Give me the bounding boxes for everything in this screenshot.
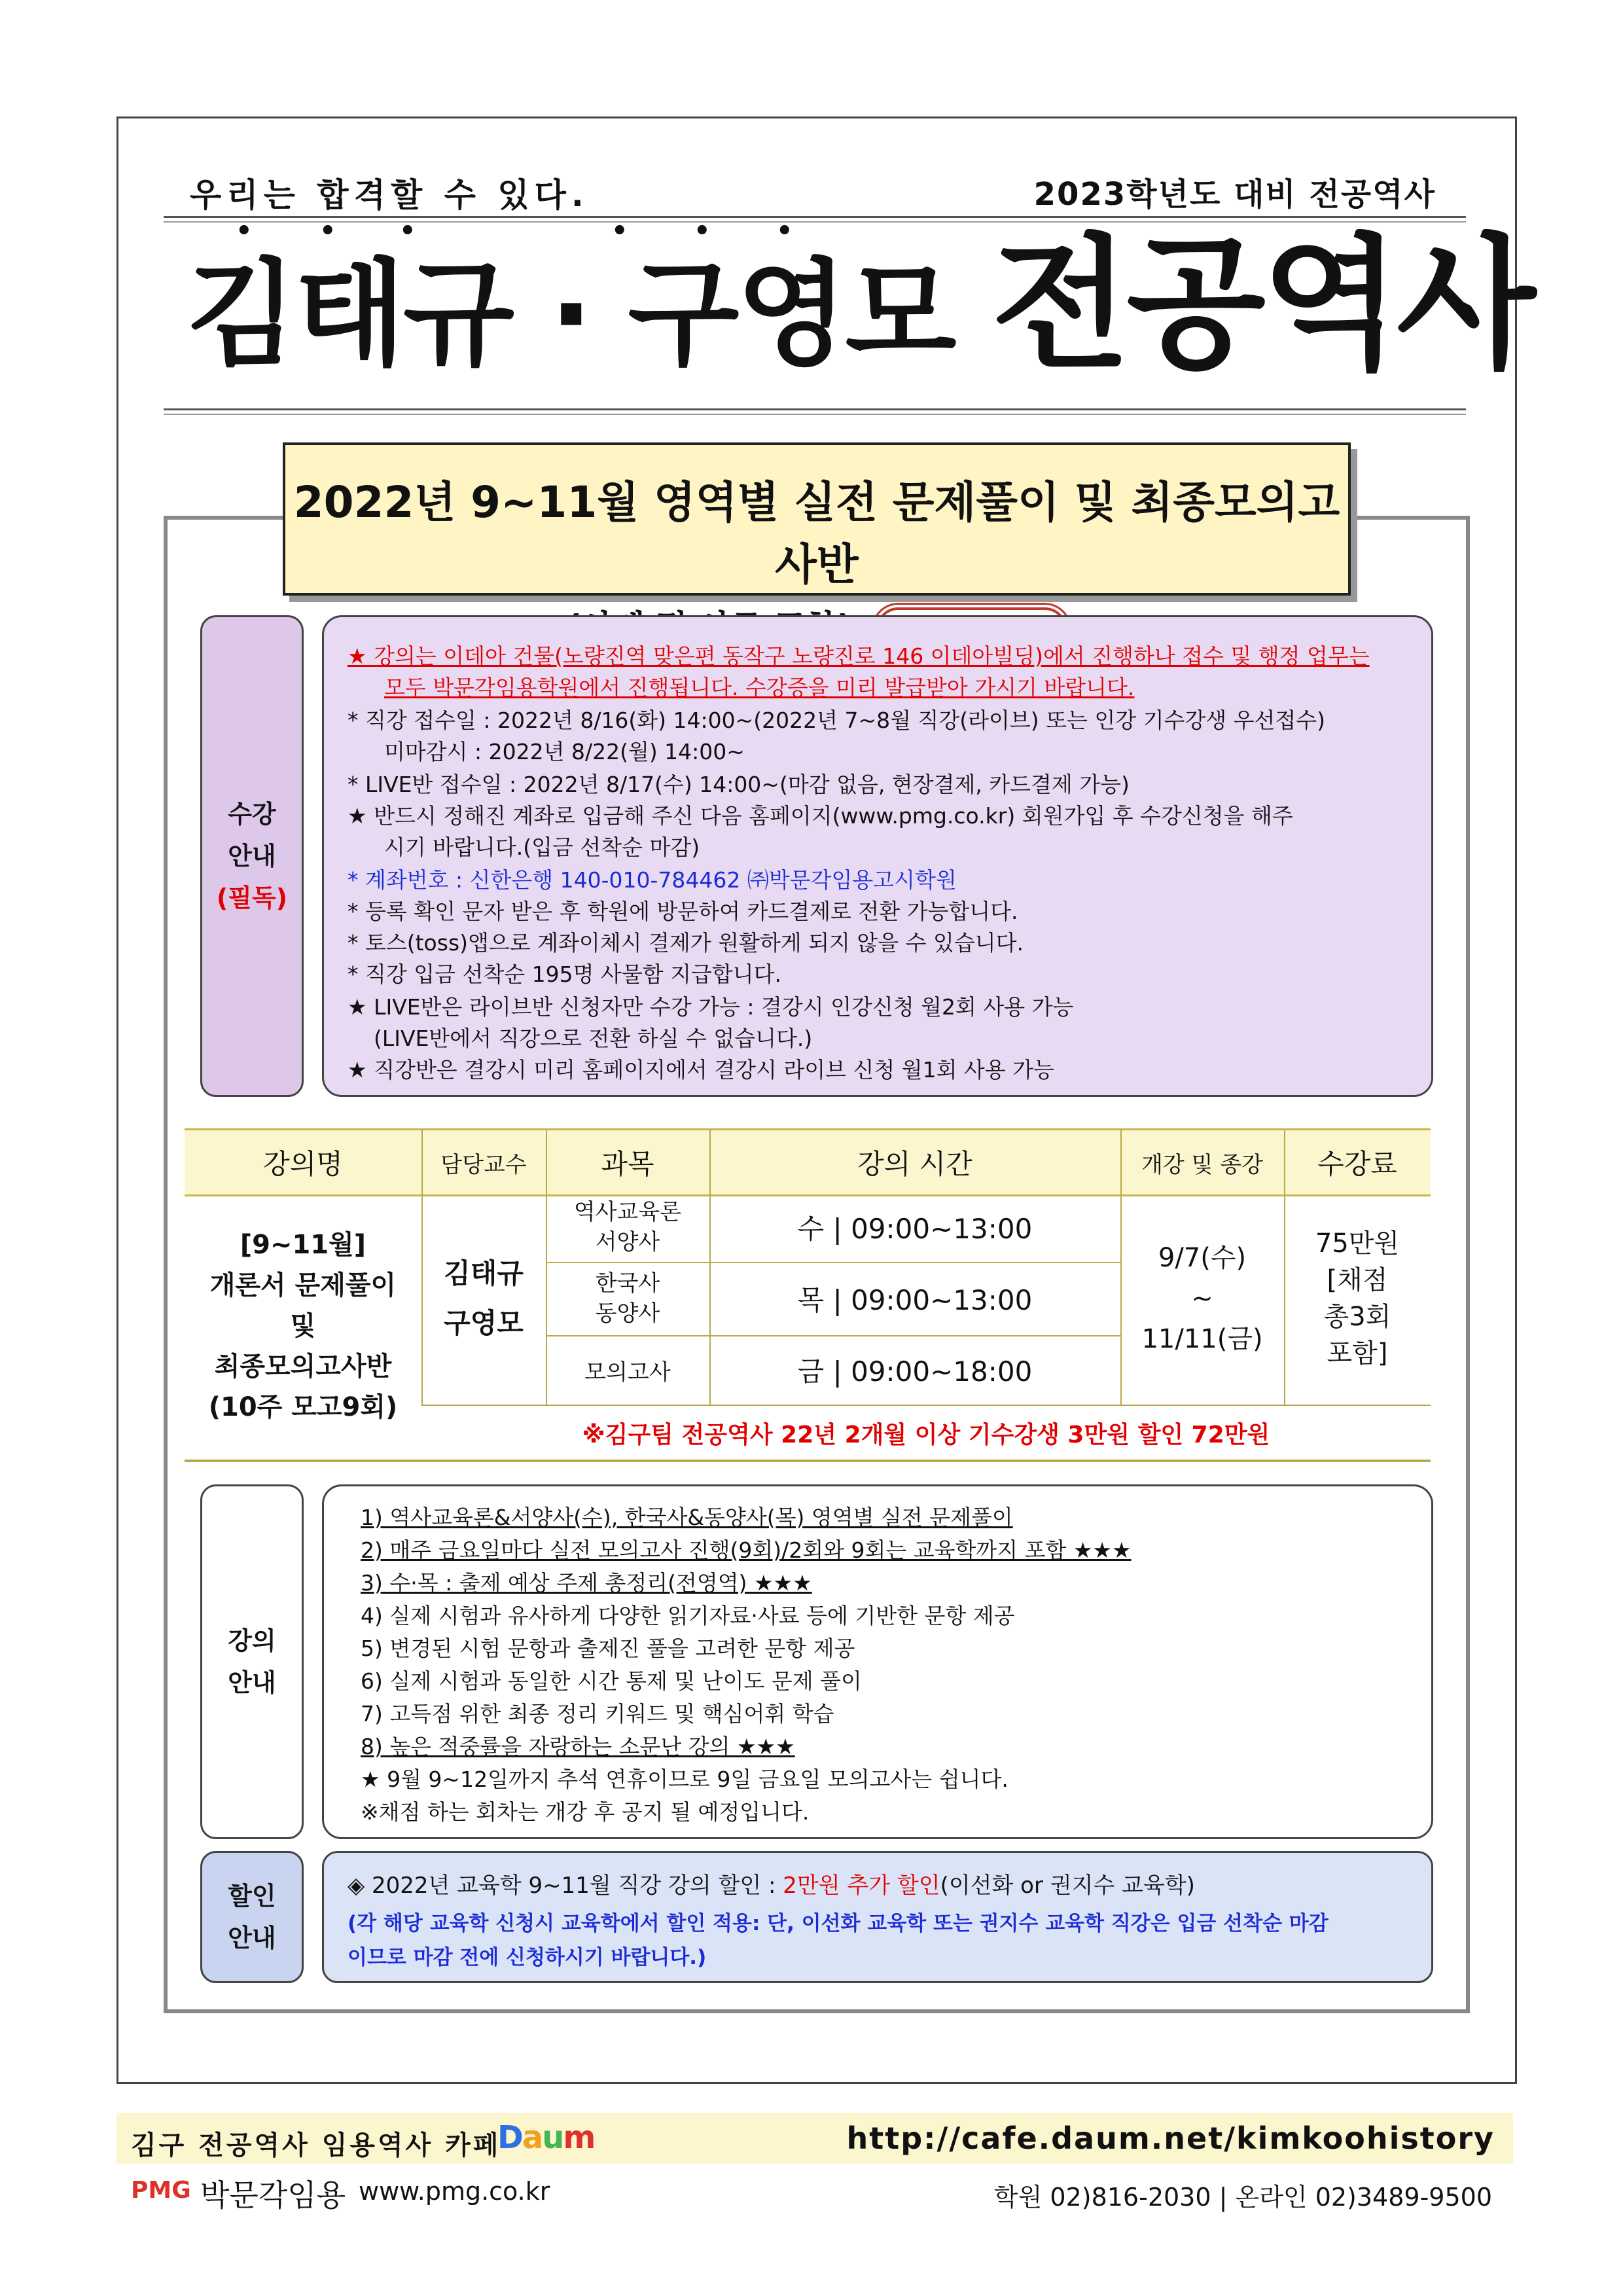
registration-line: * 직강 입금 선착순 195명 사물함 지급합니다.: [348, 961, 781, 987]
registration-tab: [200, 615, 304, 1097]
registration-tab-label-2: 안내: [228, 842, 276, 870]
course-name-line: [9~11월]: [240, 1230, 366, 1260]
registration-line: ★ 강의는 이데아 건물(노량진역 맞은편 동작구 노량진로 146 이데아빌딩)에서 진행하나 접수 및 행정 업무는: [348, 643, 1370, 669]
fee-line: 총3회: [1323, 1302, 1391, 1332]
course-name-line: (10주 모고9회): [208, 1392, 398, 1422]
registration-line: 모두 박문각임용학원에서 진행됩니다. 수강증을 미리 발급받아 가시기 바랍니다.: [384, 675, 1135, 700]
registration-line: * 등록 확인 문자 받은 후 학원에 방문하여 카드결제로 전환 가능합니다.: [348, 899, 1018, 924]
header-subject: 과목: [601, 1148, 654, 1180]
lecture-tab-label-2: 안내: [228, 1668, 276, 1697]
schedule-table-header: [185, 1128, 1431, 1196]
subject-cell: [546, 1262, 709, 1335]
fee-line: 75만원: [1315, 1229, 1400, 1259]
table-bottom-border: [185, 1460, 1431, 1462]
subject-cell: [546, 1335, 709, 1405]
brand-subject: 전공역사: [991, 221, 1532, 388]
period-end: 11/11(금): [1141, 1324, 1263, 1354]
header-divider-bottom-2: [164, 414, 1466, 415]
lecture-tab-label-1: 강의: [228, 1626, 276, 1655]
header-divider-top: [164, 216, 1466, 218]
lecture-item: 2) 매주 금요일마다 실전 모의고사 진행(9회)/2회와 9회는 교육학까지 포함 ★★★: [361, 1537, 1132, 1563]
contact-info: 학원 02)816-2030 | 온라인 02)3489-9500: [993, 2183, 1492, 2212]
subject-name: 모의고사: [584, 1359, 671, 1386]
pmg-name: 박문각임용: [200, 2178, 346, 2213]
header-period: 개강 및 종강: [1141, 1151, 1263, 1178]
emphasis-dot: •: [611, 216, 628, 246]
registration-tab-label-1: 수강: [228, 800, 276, 829]
table-divider: [1284, 1130, 1285, 1194]
header-course-name: 강의명: [263, 1148, 343, 1180]
registration-line: * 토스(toss)앱으로 계좌이체시 결제가 원활하게 되지 않을 수 있습니다.: [348, 930, 1024, 956]
account-number-line: * 계좌번호 : 신한은행 140-010-784462 ㈜박문각임용고시학원: [348, 867, 957, 893]
emphasis-dot: •: [236, 216, 253, 246]
registration-line: 시기 바랍니다.(입금 선착순 마감): [384, 834, 700, 860]
brand-names: 김태규 · 구영모: [186, 247, 954, 382]
returning-student-discount: ※김구팀 전공역사 22년 2개월 이상 기수강생 3만원 할인 72만원: [582, 1421, 1270, 1448]
registration-line: * LIVE반 접수일 : 2022년 8/17(수) 14:00~(마감 없음, 현장결제, 카드결제 가능): [348, 772, 1130, 797]
table-divider: [546, 1130, 547, 1194]
header-time: 강의 시간: [857, 1148, 972, 1180]
discount-line: ◈ 2022년 교육학 9~11월 직강 강의 할인 : 2만원 추가 할인(이선화 or 권지수 교육학): [348, 1873, 1195, 1899]
header-fee: 수강료: [1317, 1148, 1397, 1180]
lecture-info-tab: [200, 1484, 304, 1839]
course-name-line: 및: [290, 1311, 316, 1341]
period-start: 9/7(수): [1158, 1243, 1247, 1273]
table-divider: [709, 1130, 711, 1194]
pmg-logo: PMG: [131, 2177, 191, 2204]
lecture-info-box: [322, 1484, 1433, 1839]
registration-line: * 직강 접수일 : 2022년 8/16(화) 14:00~(2022년 7~8월 직강(라이브) 또는 인강 기수강생 우선접수): [348, 708, 1326, 733]
registration-line: (LIVE반에서 직강으로 전환 하실 수 없습니다.): [374, 1026, 813, 1051]
lecture-item: 8) 높은 적중률을 자랑하는 소문난 강의 ★★★: [361, 1734, 795, 1759]
registration-line: ★ 직강반은 결강시 미리 홈페이지에서 결강시 라이브 신청 월1회 사용 가능: [348, 1057, 1054, 1083]
subject-name: 역사교육론: [573, 1199, 682, 1225]
professor-cell: [421, 1193, 546, 1405]
lecture-item: 4) 실제 시험과 유사하게 다양한 읽기자료·사료 등에 기반한 문항 제공: [361, 1603, 1015, 1628]
course-title-box: [283, 442, 1351, 596]
table-divider: [421, 1130, 423, 1194]
lecture-note: ※채점 하는 회차는 개강 후 공지 될 예정입니다.: [361, 1799, 810, 1825]
year-label: 2023학년도 대비 전공역사: [1033, 176, 1436, 213]
discount-amount: 2만원 추가 할인: [783, 1873, 940, 1899]
emphasis-dot: •: [776, 216, 793, 246]
registration-line: ★ 반드시 정해진 계좌로 입금해 주신 다음 홈페이지(www.pmg.co.kr) 회원가입 후 수강신청을 해주: [348, 803, 1293, 829]
lecture-item: 1) 역사교육론&서양사(수), 한국사&동양사(목) 영역별 실전 문제풀이: [361, 1505, 1013, 1530]
registration-line: ★ LIVE반은 라이브반 신청자만 수강 가능 : 결강시 인강신청 월2회 사용 가능: [348, 994, 1074, 1020]
course-name-cell: [185, 1193, 421, 1460]
cafe-label: 김구 전공역사 임용역사 카페: [131, 2130, 501, 2161]
subject-name: 동양사: [595, 1300, 660, 1327]
period-cell: [1120, 1193, 1284, 1405]
discount-info-box: [322, 1851, 1433, 1983]
cafe-url-link[interactable]: http://cafe.daum.net/kimkoohistory: [846, 2121, 1495, 2156]
time-cell: 금 | 09:00~18:00: [797, 1355, 1033, 1388]
fee-line: [채점: [1327, 1265, 1388, 1295]
course-title: 2022년 9~11월 영역별 실전 문제풀이 및 최종모의고사반: [293, 477, 1340, 590]
professor-name: 김태규: [444, 1257, 524, 1289]
slogan-text: 우리는 합격할 수 있다.: [190, 176, 589, 214]
header-divider-bottom: [164, 408, 1466, 410]
professor-name: 구영모: [444, 1307, 524, 1339]
course-name-line: 최종모의고사반: [214, 1352, 392, 1382]
discount-info-tab: [200, 1851, 304, 1983]
lecture-item: 6) 실제 시험과 동일한 시간 통제 및 난이도 문제 풀이: [361, 1668, 862, 1694]
lecture-item: 7) 고득점 위한 최종 정리 키워드 및 핵심어휘 학습: [361, 1701, 834, 1727]
subject-name: 한국사: [595, 1270, 660, 1297]
brand-title: [186, 221, 1532, 388]
registration-info-box: [322, 615, 1433, 1097]
fee-line: 포함]: [1327, 1338, 1388, 1369]
emphasis-dot: •: [319, 216, 336, 246]
emphasis-dot: •: [694, 216, 711, 246]
course-name-line: 개론서 문제풀이: [209, 1270, 397, 1300]
lecture-item: 5) 변경된 시험 문항과 출제진 풀을 고려한 문항 제공: [361, 1636, 855, 1661]
time-cell: 수 | 09:00~13:00: [797, 1213, 1033, 1245]
time-cell: 목 | 09:00~13:00: [797, 1284, 1033, 1316]
subject-cell: [546, 1193, 709, 1262]
registration-line: 미마감시 : 2022년 8/22(월) 14:00~: [384, 739, 745, 764]
period-separator: ~: [1191, 1283, 1213, 1314]
lecture-note: ★ 9월 9~12일까지 추석 연휴이므로 9일 금요일 모의고사는 쉽니다.: [361, 1767, 1008, 1792]
registration-tab-label-3: (필독): [216, 884, 288, 912]
discount-condition: (각 해당 교육학 신청시 교육학에서 할인 적용: 단, 이선화 교육학 또는 권지수 교육학 직강은 입금 선착순 마감: [348, 1912, 1329, 1935]
lecture-item: 3) 수·목 : 출제 예상 주제 총정리(전영역) ★★★: [361, 1570, 812, 1596]
header-professor: 담당교수: [440, 1151, 527, 1178]
table-divider: [1120, 1130, 1122, 1194]
subject-name: 서양사: [595, 1229, 660, 1255]
emphasis-dot: •: [399, 216, 416, 246]
schedule-table-body: [185, 1193, 1431, 1461]
discount-tab-label-2: 안내: [228, 1924, 276, 1952]
discount-condition: 이므로 마감 전에 신청하시기 바랍니다.): [348, 1946, 707, 1969]
daum-logo: Daum: [497, 2119, 595, 2156]
discount-tab-label-1: 할인: [228, 1882, 276, 1910]
pmg-url-link[interactable]: www.pmg.co.kr: [359, 2177, 550, 2206]
fee-cell: [1284, 1193, 1431, 1405]
